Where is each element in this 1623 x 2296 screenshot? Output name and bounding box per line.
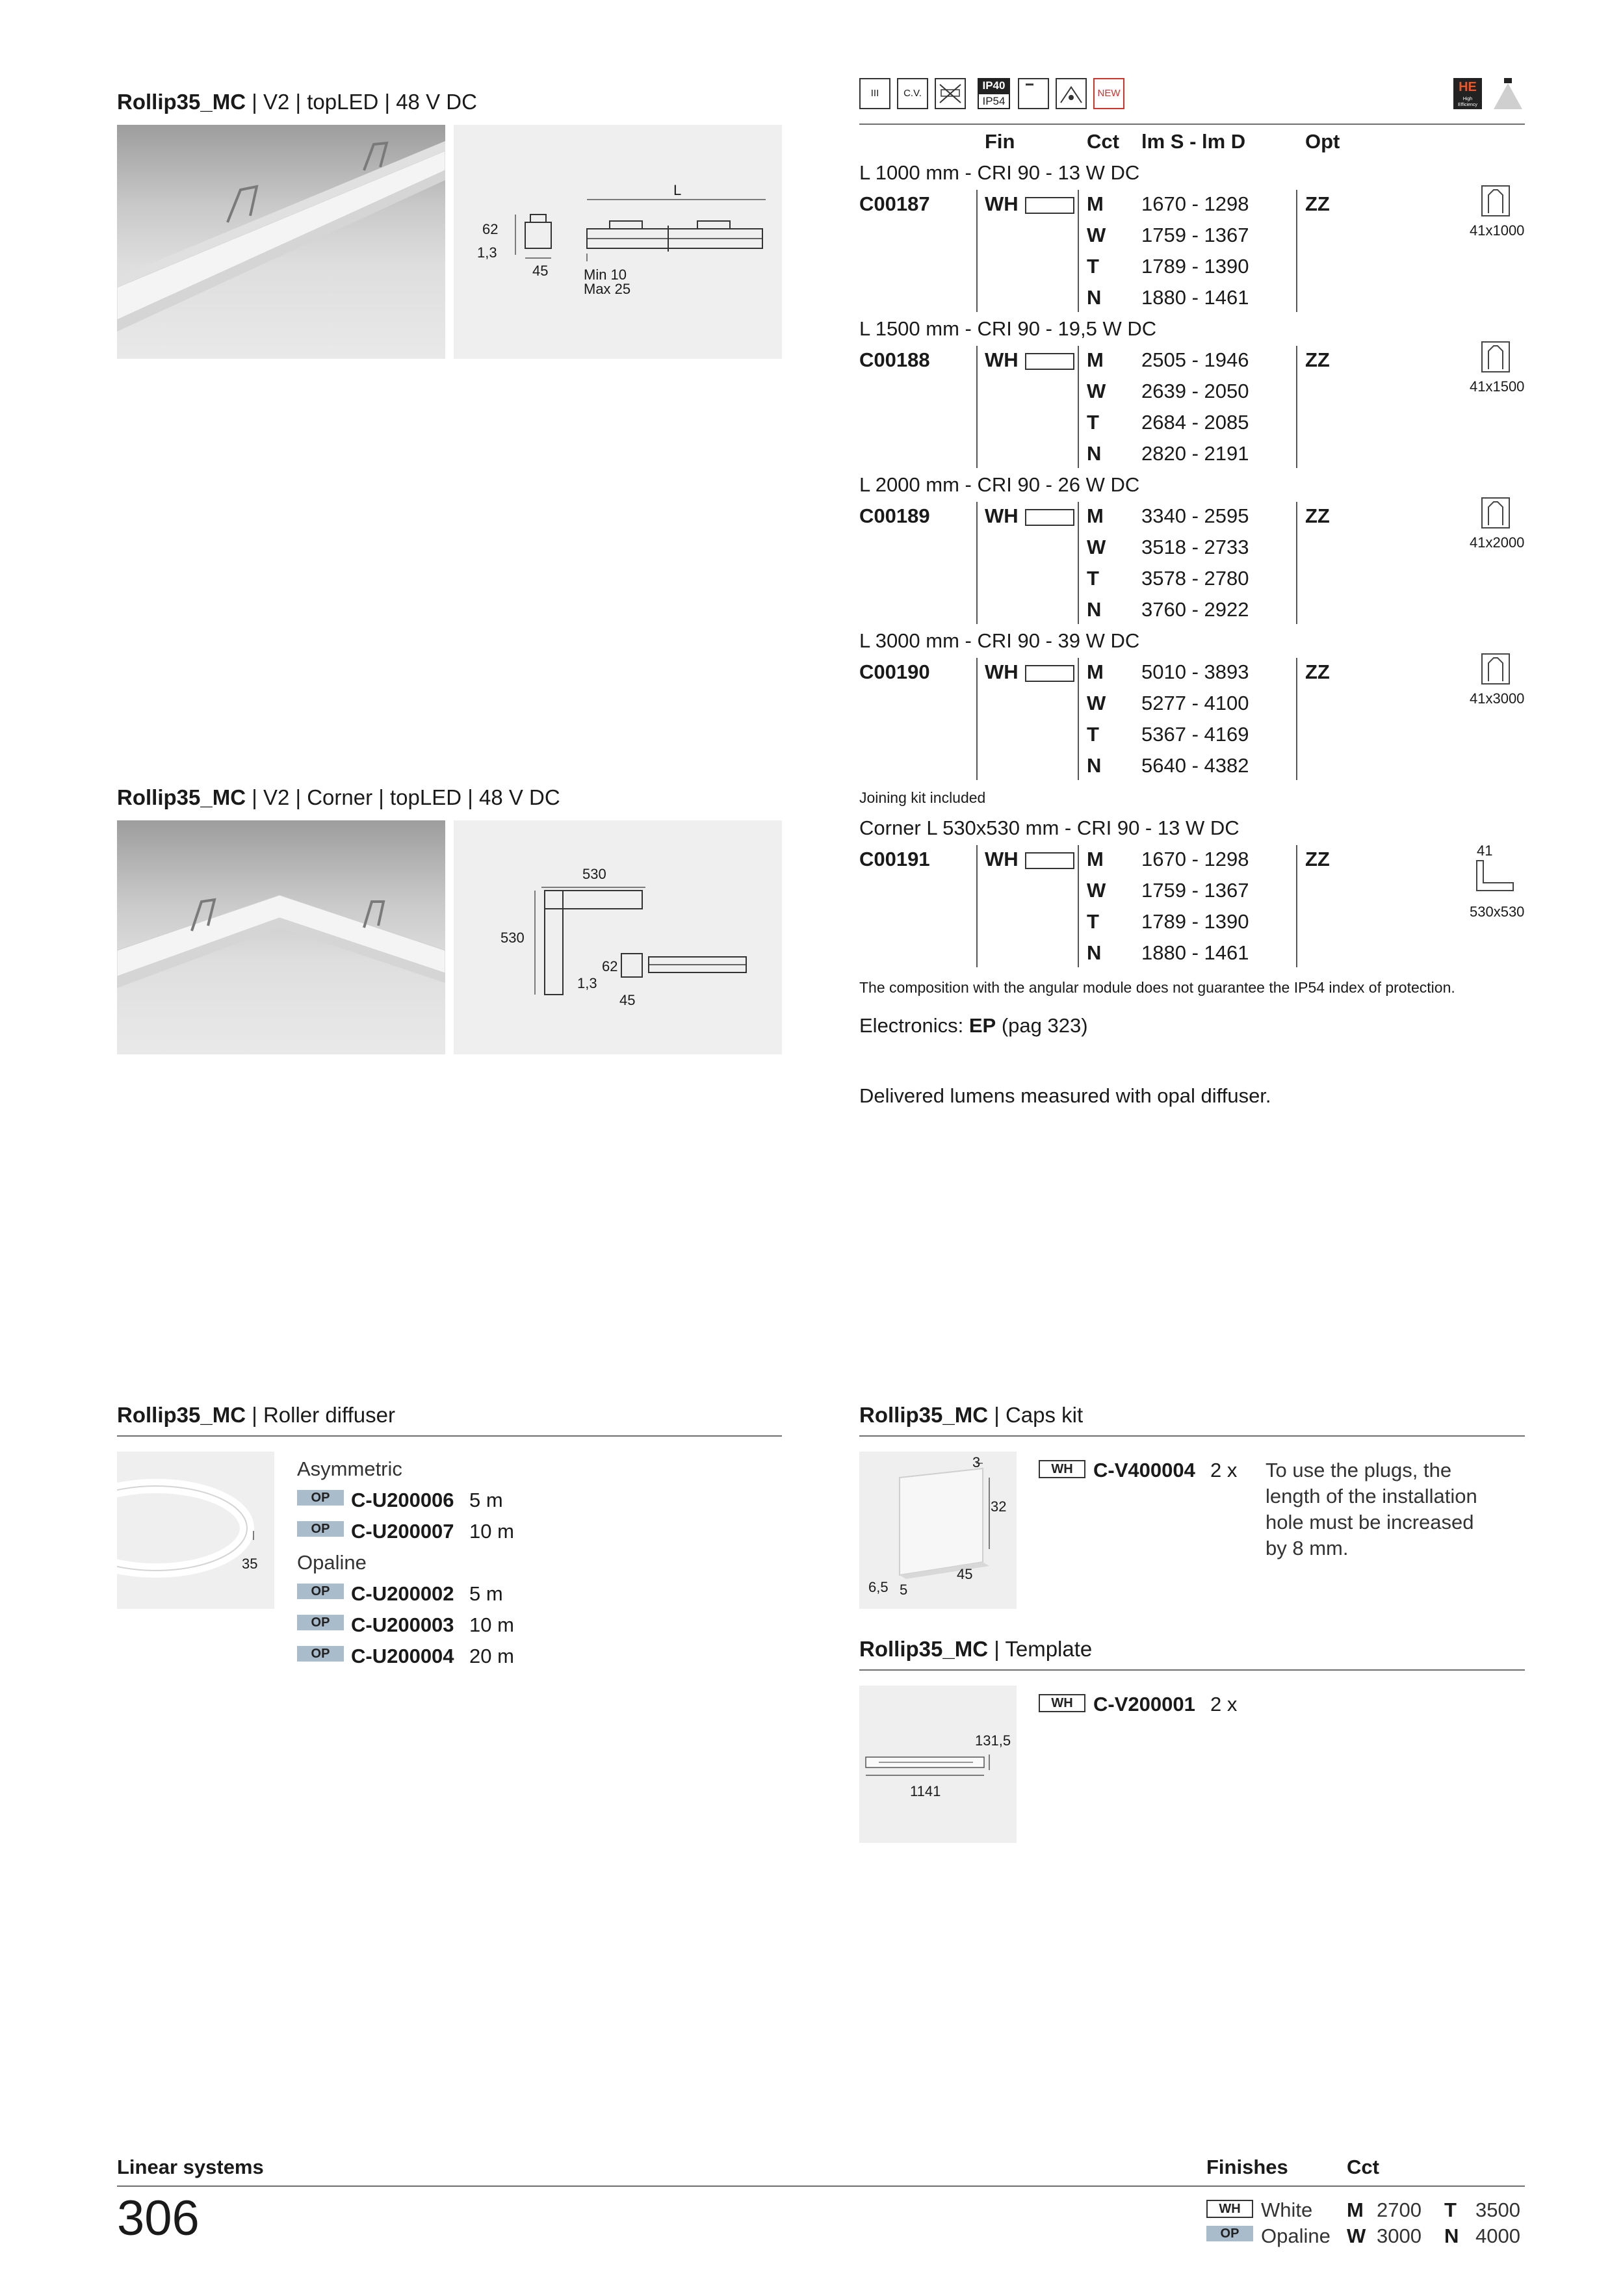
cct-code: N (1087, 598, 1102, 621)
caps-rule (859, 1435, 1525, 1437)
lumen-value: 1789 - 1390 (1141, 255, 1249, 278)
profile-size: 41x3000 (1470, 690, 1525, 707)
product-code: C00188 (859, 348, 930, 371)
ip-note: The composition with the angular module does not guarantee the IP54 index of protection. (859, 979, 1455, 996)
template-image (859, 1686, 1017, 1843)
group-heading: L 1000 mm - CRI 90 - 13 W DC (859, 161, 1140, 184)
col-fin-header: Fin (985, 130, 1015, 153)
lumen-value: 2505 - 1946 (1141, 348, 1249, 371)
cct-code: T (1087, 910, 1099, 933)
cct-code: T (1087, 723, 1099, 746)
finish-cell (985, 849, 1074, 869)
profile-icon (1481, 341, 1511, 373)
lumen-value: 3518 - 2733 (1141, 536, 1249, 558)
constant-voltage-icon: C.V. (897, 78, 928, 109)
corner-dim-t: 1,3 (577, 975, 597, 991)
profile-size: 41x1000 (1470, 222, 1525, 239)
caps-dim-b: 32 (991, 1498, 1007, 1515)
option-code: ZZ (1305, 348, 1330, 371)
recessed-icon (1056, 78, 1087, 109)
col-divider (976, 190, 978, 312)
product-title (117, 90, 477, 114)
group-heading: L 2000 mm - CRI 90 - 26 W DC (859, 473, 1140, 496)
roller-name: Rollip35_MC (117, 1403, 246, 1427)
caps-note-line: length of the installation (1266, 1485, 1477, 1507)
col-divider (1078, 845, 1079, 967)
roller-dim: 35 (242, 1556, 258, 1572)
cct-value: 2700 (1377, 2198, 1422, 2221)
corner-profile-icon (1474, 858, 1516, 893)
col-divider (1296, 658, 1297, 780)
lumen-value: 2820 - 2191 (1141, 442, 1249, 465)
profile-render (117, 125, 445, 359)
col-divider (1296, 845, 1297, 967)
caps-note-line: hole must be increased (1266, 1511, 1474, 1533)
he-label: HE (1459, 80, 1477, 94)
ip54-label: IP54 (978, 93, 1010, 109)
electronics-code: EP (968, 1014, 996, 1037)
opaline-tag: OP (297, 1490, 344, 1506)
cct-code: M (1087, 192, 1104, 215)
caps-note-line: To use the plugs, the (1266, 1459, 1452, 1481)
dim-min: Min 10 (584, 267, 627, 283)
asymmetric-label: Asymmetric (297, 1457, 402, 1480)
cct-value: 4000 (1475, 2224, 1520, 2247)
finish-swatch (1025, 852, 1074, 869)
driver-icon (1018, 78, 1049, 109)
col-divider (976, 658, 978, 780)
corner-product-photo (117, 820, 445, 1054)
cct-label: Cct (1347, 2156, 1379, 2178)
corner-product-spec: | V2 | Corner | topLED | 48 V DC (246, 785, 560, 809)
accessory-length: 5 m (469, 1489, 503, 1511)
electronics-page: (pag 323) (996, 1014, 1088, 1037)
new-badge: NEW (1093, 78, 1124, 109)
finish-code: WH (985, 848, 1019, 870)
header-rule (859, 124, 1525, 125)
finish-code: WH (985, 660, 1019, 683)
finish-cell (985, 662, 1074, 682)
white-tag: WH (1039, 1694, 1085, 1712)
cct-code: N (1087, 286, 1102, 309)
cct-code: M (1087, 348, 1104, 371)
accessory-length: 20 m (469, 1645, 514, 1667)
corner-dim-a: 530 (582, 866, 606, 882)
caps-dim-d: 6,5 (868, 1579, 889, 1595)
roller-image (117, 1452, 274, 1609)
accessory-length: 10 m (469, 1520, 514, 1543)
cct-code: W (1087, 536, 1106, 558)
cct-code: M (1087, 660, 1104, 683)
option-code: ZZ (1305, 192, 1330, 215)
caps-dim-e: 5 (900, 1582, 908, 1598)
downlight-icon (1491, 77, 1525, 111)
caps-title (859, 1403, 1083, 1428)
white-tag: WH (1206, 2200, 1253, 2218)
col-divider (1078, 502, 1079, 624)
cct-code: M (1087, 504, 1104, 527)
profile-size: 41x2000 (1470, 534, 1525, 551)
accessory-code: C-U200007 (351, 1520, 454, 1543)
opaline-tag: OP (297, 1615, 344, 1630)
roller-spec: | Roller diffuser (246, 1403, 395, 1427)
lumen-value: 1759 - 1367 (1141, 879, 1249, 902)
col-opt-header: Opt (1305, 130, 1340, 153)
lumen-value: 3340 - 2595 (1141, 504, 1249, 527)
caps-name: Rollip35_MC (859, 1403, 989, 1427)
opaline-tag: OP (297, 1584, 344, 1599)
lumen-value: 1670 - 1298 (1141, 848, 1249, 870)
cct-code: T (1087, 255, 1099, 278)
opaline-tag: OP (297, 1646, 344, 1662)
roller-title (117, 1403, 395, 1428)
accessory-code: C-U200002 (351, 1582, 454, 1605)
profile-icon (1481, 497, 1511, 529)
lumen-value: 2684 - 2085 (1141, 411, 1249, 434)
dimension-drawing (454, 125, 782, 359)
col-divider (1296, 502, 1297, 624)
finish-name: White (1261, 2198, 1313, 2221)
profile-icon (1481, 185, 1511, 217)
accessory-length: 10 m (469, 1613, 514, 1636)
option-code: ZZ (1305, 848, 1330, 870)
class-iii-icon: III (859, 78, 890, 109)
option-code: ZZ (1305, 660, 1330, 683)
cct-code: W (1087, 224, 1106, 246)
cct-key: N (1444, 2224, 1459, 2247)
profile-size: 41x1500 (1470, 378, 1525, 395)
group-heading: L 1500 mm - CRI 90 - 19,5 W DC (859, 317, 1157, 340)
cct-key: W (1347, 2224, 1366, 2247)
roller-drawing (117, 1452, 274, 1609)
template-name: Rollip35_MC (859, 1637, 989, 1661)
col-divider (1296, 346, 1297, 468)
lumen-value: 1789 - 1390 (1141, 910, 1249, 933)
page-number: 306 (117, 2191, 200, 2246)
corner-size-top: 41 (1477, 842, 1493, 859)
cct-value: 3000 (1377, 2224, 1422, 2247)
caps-dim-a: 3 (972, 1454, 981, 1470)
opaline-tag: OP (1206, 2226, 1253, 2241)
section-label: Linear systems (117, 2156, 264, 2178)
caps-spec: | Caps kit (988, 1403, 1084, 1427)
dim-max: Max 25 (584, 281, 631, 297)
ip-rating-icon (978, 78, 1010, 109)
product-code: C00187 (859, 192, 930, 215)
product-photo (117, 125, 445, 359)
electronics-note (859, 1015, 1088, 1036)
col-divider (1296, 190, 1297, 312)
corner-dim-w: 45 (619, 992, 636, 1008)
dim-height: 62 (482, 221, 499, 237)
profile-drawing (454, 125, 782, 359)
lumen-value: 3578 - 2780 (1141, 567, 1249, 590)
dim-length: L (673, 182, 682, 198)
lumen-value: 5640 - 4382 (1141, 754, 1249, 777)
template-title (859, 1637, 1092, 1662)
finish-code: WH (985, 504, 1019, 527)
finish-name: Opaline (1261, 2224, 1331, 2247)
col-divider (976, 502, 978, 624)
col-lm-header: lm S - lm D (1141, 130, 1246, 153)
corner-dim-h: 62 (602, 958, 618, 974)
corner-group-heading: Corner L 530x530 mm - CRI 90 - 13 W DC (859, 816, 1240, 839)
corner-dim-b: 530 (500, 930, 525, 946)
finish-swatch (1025, 665, 1074, 682)
accessory-code: C-V200001 (1093, 1693, 1195, 1715)
cct-code: T (1087, 567, 1099, 590)
finishes-label: Finishes (1206, 2156, 1288, 2178)
product-code: C00189 (859, 504, 930, 527)
accessory-qty: 2 x (1210, 1459, 1238, 1481)
finish-code: WH (985, 192, 1019, 215)
col-divider (1078, 658, 1079, 780)
product-code: C00191 (859, 848, 930, 870)
template-spec: | Template (988, 1637, 1093, 1661)
finish-swatch (1025, 509, 1074, 526)
cct-key: M (1347, 2198, 1364, 2221)
lumen-value: 2639 - 2050 (1141, 380, 1249, 402)
finish-cell (985, 194, 1074, 214)
lumen-value: 1880 - 1461 (1141, 286, 1249, 309)
template-dim-a: 131,5 (975, 1732, 1011, 1749)
he-sublabel: High Efficiency (1458, 97, 1477, 107)
cct-code: W (1087, 879, 1106, 902)
electronics-label: Electronics: (859, 1014, 969, 1037)
cct-code: N (1087, 754, 1102, 777)
template-rule (859, 1669, 1525, 1671)
cct-code: N (1087, 941, 1102, 964)
caps-note-line: by 8 mm. (1266, 1537, 1349, 1559)
col-divider (976, 346, 978, 468)
accessory-length: 5 m (469, 1582, 503, 1605)
no-cover-icon (935, 78, 966, 109)
accessory-code: C-U200003 (351, 1613, 454, 1636)
corner-dimension-drawing (454, 820, 782, 1054)
product-code: C00190 (859, 660, 930, 683)
white-tag: WH (1039, 1460, 1085, 1478)
footer-rule (117, 2185, 1525, 2187)
col-divider (1078, 190, 1079, 312)
corner-product-title (117, 785, 560, 810)
product-name: Rollip35_MC (117, 90, 246, 114)
opaline-label: Opaline (297, 1551, 367, 1574)
cct-key: T (1444, 2198, 1457, 2221)
accessory-code: C-U200004 (351, 1645, 454, 1667)
finish-swatch (1025, 353, 1074, 370)
template-drawing (859, 1686, 1017, 1843)
col-divider (1078, 346, 1079, 468)
cct-code: W (1087, 692, 1106, 714)
dim-width: 45 (532, 263, 549, 279)
col-cct-header: Cct (1087, 130, 1119, 153)
finish-cell (985, 506, 1074, 526)
accessory-qty: 2 x (1210, 1693, 1238, 1715)
lumen-value: 5010 - 3893 (1141, 660, 1249, 683)
caps-dim-c: 45 (957, 1566, 973, 1582)
cct-code: T (1087, 411, 1099, 434)
cct-value: 3500 (1475, 2198, 1520, 2221)
cct-code: N (1087, 442, 1102, 465)
high-efficiency-icon (1453, 78, 1482, 109)
lumens-note: Delivered lumens measured with opal diffuser. (859, 1084, 1271, 1107)
caps-image (859, 1452, 1017, 1609)
finish-code: WH (985, 348, 1019, 371)
lumen-value: 1670 - 1298 (1141, 192, 1249, 215)
opaline-tag: OP (297, 1521, 344, 1537)
product-spec: | V2 | topLED | 48 V DC (246, 90, 477, 114)
option-code: ZZ (1305, 504, 1330, 527)
lumen-value: 5277 - 4100 (1141, 692, 1249, 714)
profile-icon (1481, 653, 1511, 685)
finish-swatch (1025, 197, 1074, 214)
lumen-value: 3760 - 2922 (1141, 598, 1249, 621)
corner-render (117, 820, 445, 1054)
group-heading: L 3000 mm - CRI 90 - 39 W DC (859, 629, 1140, 652)
accessory-code: C-U200006 (351, 1489, 454, 1511)
corner-product-name: Rollip35_MC (117, 785, 246, 809)
col-divider (976, 845, 978, 967)
cct-code: M (1087, 848, 1104, 870)
corner-size: 530x530 (1470, 904, 1525, 920)
dim-thickness: 1,3 (477, 244, 497, 261)
joining-note: Joining kit included (859, 789, 986, 806)
finish-cell (985, 350, 1074, 370)
lumen-value: 1880 - 1461 (1141, 941, 1249, 964)
roller-rule (117, 1435, 782, 1437)
template-dim-b: 1141 (910, 1783, 941, 1799)
lumen-value: 1759 - 1367 (1141, 224, 1249, 246)
lumen-value: 5367 - 4169 (1141, 723, 1249, 746)
ip40-label: IP40 (978, 78, 1010, 93)
accessory-code: C-V400004 (1093, 1459, 1195, 1481)
cct-code: W (1087, 380, 1106, 402)
